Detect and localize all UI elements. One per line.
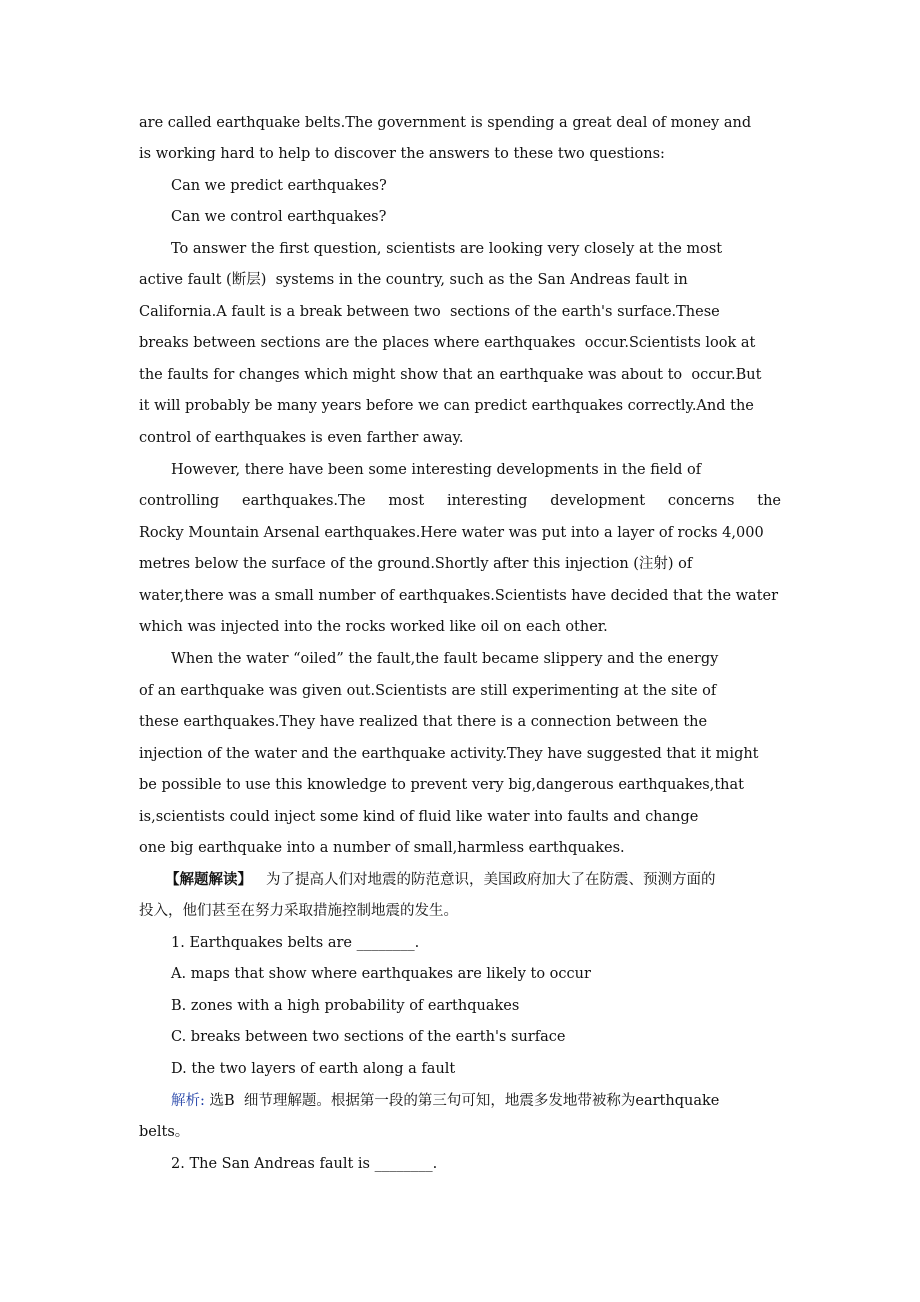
- passage-line: However, there have been some interesting developments in the field of: [171, 462, 702, 478]
- analysis-text: 为了提高人们对地震的防范意识，美国政府加大了在防震、预测方面的: [266, 872, 716, 888]
- passage-line: the faults for changes which might show that an earthquake was about to occur.But: [139, 367, 762, 383]
- passage-line: breaks between sections are the places where earthquakes occur.Scientists look at: [139, 335, 756, 351]
- passage-line: active fault (断层) systems in the country, such as the San Andreas fault in: [139, 272, 688, 288]
- explanation-label: 解析:: [171, 1093, 205, 1109]
- passage-line: one big earthquake into a number of small,harmless earthquakes.: [139, 840, 625, 856]
- passage-line: metres below the surface of the ground.Shortly after this injection (注射) of: [139, 556, 693, 572]
- answer-option: C. breaks between two sections of the earth's surface: [171, 1029, 566, 1045]
- passage-line: controlling earthquakes.The most interesting development concerns the: [139, 493, 781, 509]
- passage-line: these earthquakes.They have realized that there is a connection between the: [139, 714, 708, 730]
- passage-line: water,there was a small number of earthquakes.Scientists have decided that the water: [139, 588, 779, 604]
- answer-option: B. zones with a high probability of earthquakes: [171, 998, 520, 1014]
- passage-line: are called earthquake belts.The government is spending a great deal of money and: [139, 115, 752, 131]
- passage-question-line: Can we predict earthquakes?: [171, 178, 387, 194]
- explanation-line: [171, 1091, 719, 1111]
- passage-line: control of earthquakes is even farther away.: [139, 430, 464, 446]
- passage-line: is working hard to help to discover the answers to these two questions:: [139, 146, 665, 162]
- passage-line: is,scientists could inject some kind of fluid like water into faults and change: [139, 809, 699, 825]
- passage-line: be possible to use this knowledge to prevent very big,dangerous earthquakes,that: [139, 777, 744, 793]
- question-stem: 2. The San Andreas fault is ________.: [171, 1156, 438, 1172]
- analysis-line: [165, 870, 716, 890]
- passage-line: injection of the water and the earthquake activity.They have suggested that it might: [139, 746, 759, 762]
- analysis-line: 投入，他们甚至在努力采取措施控制地震的发生。: [139, 903, 458, 919]
- answer-option: D. the two layers of earth along a fault: [171, 1061, 456, 1077]
- explanation-text: 选B 细节理解题。根据第一段的第三句可知，地震多发地带被称为earthquake: [204, 1093, 720, 1109]
- analysis-heading: 【解题解读】: [165, 871, 252, 888]
- passage-line: When the water “oiled” the fault,the fault became slippery and the energy: [171, 651, 719, 667]
- passage-line: Rocky Mountain Arsenal earthquakes.Here water was put into a layer of rocks 4,000: [139, 525, 764, 541]
- passage-line: of an earthquake was given out.Scientists are still experimenting at the site of: [139, 683, 717, 699]
- passage-line: it will probably be many years before we can predict earthquakes correctly.And the: [139, 398, 754, 414]
- explanation-line: belts。: [139, 1124, 190, 1140]
- passage-line: California.A fault is a break between two sections of the earth's surface.These: [139, 304, 720, 320]
- passage-line: To answer the first question, scientists are looking very closely at the most: [171, 241, 723, 257]
- passage-question-line: Can we control earthquakes?: [171, 209, 387, 225]
- question-stem: 1. Earthquakes belts are ________.: [171, 935, 420, 951]
- passage-line: which was injected into the rocks worked like oil on each other.: [139, 619, 608, 635]
- answer-option: A. maps that show where earthquakes are likely to occur: [171, 966, 591, 982]
